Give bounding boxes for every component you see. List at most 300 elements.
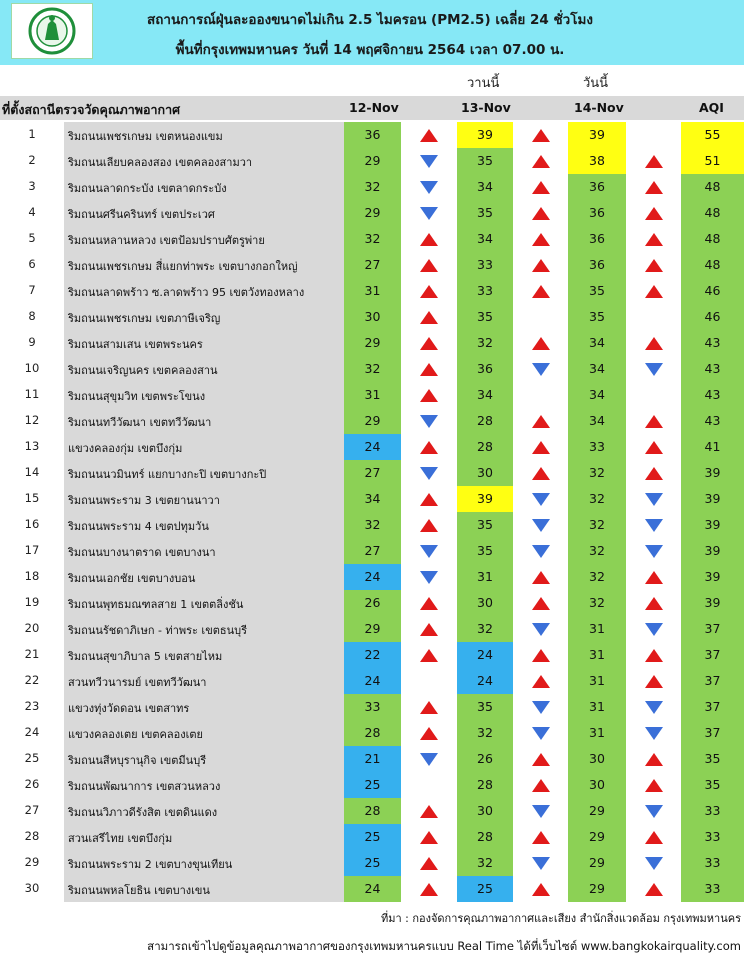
station-number: 8 (28, 309, 36, 323)
pm25-12nov: 31 (344, 382, 401, 408)
pm25-14nov: 32 (568, 460, 626, 486)
trend-up-icon (420, 831, 438, 844)
station-location-cell (64, 226, 344, 252)
station-location-cell (64, 148, 344, 174)
aqi-value: 37 (681, 616, 744, 642)
station-location: แขวงคลองกุ่ม เขตบึงกุ่ม (68, 442, 183, 455)
station-location: ริมถนนเจริญนคร เขตคลองสาน (68, 364, 218, 377)
pm25-12nov: 29 (344, 330, 401, 356)
trend-down-icon (532, 805, 550, 818)
trend-up-icon (532, 207, 550, 220)
station-location: ริมถนนพระราม 2 เขตบางขุนเทียน (68, 858, 233, 871)
station-number: 24 (24, 725, 40, 739)
pm25-13nov: 33 (457, 278, 513, 304)
column-12-nov: 12-Nov (349, 100, 399, 115)
aqi-value: 37 (681, 720, 744, 746)
pm25-13nov: 24 (457, 668, 513, 694)
pm25-13nov: 35 (457, 694, 513, 720)
aqi-value: 37 (681, 642, 744, 668)
station-number: 28 (24, 829, 40, 843)
station-number: 18 (24, 569, 40, 583)
trend-down-icon (532, 363, 550, 376)
trend-up-icon (532, 337, 550, 350)
trend-up-icon (532, 415, 550, 428)
station-location: ริมถนนลาดกระบัง เขตลาดกระบัง (68, 182, 227, 195)
table-row (0, 460, 744, 486)
trend-up-icon (532, 597, 550, 610)
station-number: 1 (28, 127, 36, 141)
station-number: 27 (24, 803, 40, 817)
trend-down-icon (645, 701, 663, 714)
pm25-13nov: 39 (457, 486, 513, 512)
pm25-14nov: 38 (568, 148, 626, 174)
pm25-13nov: 39 (457, 122, 513, 148)
table-row (0, 304, 744, 330)
aqi-value: 39 (681, 486, 744, 512)
station-location: แขวงทุ่งวัดดอน เขตสาทร (68, 702, 190, 715)
trend-up-icon (645, 649, 663, 662)
pm25-14nov: 30 (568, 772, 626, 798)
column-location: ที่ตั้งสถานีตรวจวัดคุณภาพอากาศ (2, 102, 181, 117)
table-row (0, 200, 744, 226)
station-location-cell (64, 538, 344, 564)
station-number: 30 (24, 881, 40, 895)
pm25-13nov: 32 (457, 850, 513, 876)
pm25-14nov: 32 (568, 590, 626, 616)
pm25-13nov: 33 (457, 252, 513, 278)
trend-down-icon (420, 545, 438, 558)
trend-down-icon (532, 623, 550, 636)
station-number: 14 (24, 465, 40, 479)
trend-up-icon (420, 623, 438, 636)
station-location-cell (64, 122, 344, 148)
aqi-value: 51 (681, 148, 744, 174)
pm25-13nov: 30 (457, 590, 513, 616)
trend-down-icon (532, 701, 550, 714)
sublabel-today: วันนี้ (583, 76, 609, 91)
aqi-value: 33 (681, 850, 744, 876)
pm25-12nov: 25 (344, 772, 401, 798)
station-location: ริมถนนพหลโยธิน เขตบางเขน (68, 884, 210, 897)
trend-up-icon (532, 779, 550, 792)
station-location: ริมถนนวิภาวดีรังสิต เขตดินแดง (68, 806, 218, 819)
station-number: 6 (28, 257, 36, 271)
station-location: ริมถนนพระราม 4 เขตปทุมวัน (68, 520, 209, 533)
pm25-14nov: 29 (568, 798, 626, 824)
aqi-value: 39 (681, 564, 744, 590)
trend-down-icon (645, 623, 663, 636)
pm25-12nov: 25 (344, 850, 401, 876)
pm25-12nov: 29 (344, 408, 401, 434)
station-location-cell (64, 252, 344, 278)
trend-up-icon (645, 181, 663, 194)
table-row (0, 616, 744, 642)
trend-down-icon (420, 467, 438, 480)
aqi-value: 33 (681, 798, 744, 824)
table-row (0, 798, 744, 824)
trend-up-icon (645, 597, 663, 610)
pm25-13nov: 36 (457, 356, 513, 382)
trend-up-icon (645, 233, 663, 246)
aqi-value: 41 (681, 434, 744, 460)
trend-up-icon (532, 259, 550, 272)
station-location-cell (64, 590, 344, 616)
trend-down-icon (645, 857, 663, 870)
station-location: ริมถนนเพชรเกษม เขตหนองแขม (68, 130, 223, 143)
trend-up-icon (532, 233, 550, 246)
trend-up-icon (420, 259, 438, 272)
pm25-13nov: 28 (457, 408, 513, 434)
aqi-value: 33 (681, 824, 744, 850)
trend-up-icon (532, 675, 550, 688)
station-number: 2 (28, 153, 36, 167)
table-row (0, 694, 744, 720)
pm25-14nov: 29 (568, 850, 626, 876)
pm25-13nov: 35 (457, 512, 513, 538)
pm25-14nov: 36 (568, 200, 626, 226)
aqi-value: 33 (681, 876, 744, 902)
table-row (0, 434, 744, 460)
trend-up-icon (645, 753, 663, 766)
station-location: ริมถนนพัฒนาการ เขตสวนหลวง (68, 780, 221, 793)
trend-up-icon (532, 649, 550, 662)
seal-icon (12, 4, 92, 58)
table-row (0, 512, 744, 538)
source-note: ที่มา : กองจัดการคุณภาพอากาศและเสียง สำนักสิ่งแวดล้อม กรุงเทพมหานคร (380, 912, 741, 925)
station-number: 13 (24, 439, 40, 453)
realtime-note: สามารถเข้าไปดูข้อมูลคุณภาพอากาศของกรุงเทพมหานครแบบ Real Time ได้ที่เว็บไซต์ www.bangkokairquality.com (147, 939, 741, 953)
aqi-value: 39 (681, 460, 744, 486)
station-number: 22 (24, 673, 40, 687)
station-location: ริมถนนบางนาตราด เขตบางนา (68, 546, 216, 559)
trend-up-icon (645, 441, 663, 454)
table-row (0, 148, 744, 174)
table-row (0, 356, 744, 382)
table-row (0, 252, 744, 278)
station-location-cell (64, 850, 344, 876)
station-location-cell (64, 616, 344, 642)
trend-up-icon (532, 129, 550, 142)
aqi-value: 55 (681, 122, 744, 148)
pm25-12nov: 25 (344, 824, 401, 850)
station-number: 15 (24, 491, 40, 505)
trend-up-icon (645, 155, 663, 168)
pm25-12nov: 29 (344, 200, 401, 226)
station-location-cell (64, 746, 344, 772)
aqi-value: 35 (681, 746, 744, 772)
title-line-2: พื้นที่กรุงเทพมหานคร วันที่ 14 พฤศจิกายน 2564 เวลา 07.00 น. (175, 42, 565, 58)
station-number: 3 (28, 179, 36, 193)
table-row (0, 226, 744, 252)
pm25-12nov: 27 (344, 460, 401, 486)
station-location-cell (64, 642, 344, 668)
pm25-12nov: 27 (344, 252, 401, 278)
aqi-value: 48 (681, 226, 744, 252)
station-number: 12 (24, 413, 40, 427)
station-location: ริมถนนเพชรเกษม เขตภาษีเจริญ (68, 312, 221, 325)
pm25-12nov: 28 (344, 720, 401, 746)
trend-up-icon (420, 285, 438, 298)
trend-up-icon (420, 727, 438, 740)
table-row (0, 122, 744, 148)
station-location-cell (64, 200, 344, 226)
table-row (0, 408, 744, 434)
trend-down-icon (420, 155, 438, 168)
trend-down-icon (420, 571, 438, 584)
station-number: 9 (28, 335, 36, 349)
station-number: 29 (24, 855, 40, 869)
station-number: 4 (28, 205, 36, 219)
trend-down-icon (645, 519, 663, 532)
pm25-12nov: 32 (344, 512, 401, 538)
pm25-13nov: 32 (457, 330, 513, 356)
station-location-cell (64, 330, 344, 356)
station-location-cell (64, 564, 344, 590)
pm25-13nov: 28 (457, 824, 513, 850)
station-number: 26 (24, 777, 40, 791)
aqi-value: 43 (681, 356, 744, 382)
title-line-1: สถานการณ์ฝุ่นละอองขนาดไม่เกิน 2.5 ไมครอน (PM2.5) เฉลี่ย 24 ชั่วโมง (146, 12, 593, 28)
aqi-value: 37 (681, 668, 744, 694)
station-location: ริมถนนหลานหลวง เขตป้อมปราบศัตรูพ่าย (68, 234, 265, 247)
station-location-cell (64, 382, 344, 408)
pm25-12nov: 34 (344, 486, 401, 512)
pm25-14nov: 33 (568, 434, 626, 460)
station-location-cell (64, 460, 344, 486)
table-row (0, 850, 744, 876)
station-number: 19 (24, 595, 40, 609)
aqi-value: 48 (681, 200, 744, 226)
trend-up-icon (532, 831, 550, 844)
column-aqi: AQI (699, 100, 724, 115)
station-location: ริมถนนทวีวัฒนา เขตทวีวัฒนา (68, 416, 212, 429)
aqi-value: 43 (681, 330, 744, 356)
pm25-12nov: 32 (344, 226, 401, 252)
station-location: ริมถนนลาดพร้าว ซ.ลาดพร้าว 95 เขตวังทองหลาง (68, 286, 305, 299)
station-location-cell (64, 278, 344, 304)
station-number: 16 (24, 517, 40, 531)
pm25-13nov: 24 (457, 642, 513, 668)
station-location: ริมถนนรัชดาภิเษก - ท่าพระ เขตธนบุรี (68, 624, 247, 637)
trend-down-icon (532, 857, 550, 870)
pm25-13nov: 32 (457, 720, 513, 746)
pm25-12nov: 26 (344, 590, 401, 616)
pm25-13nov: 30 (457, 460, 513, 486)
trend-up-icon (532, 285, 550, 298)
pm25-12nov: 33 (344, 694, 401, 720)
column-13-nov: 13-Nov (461, 100, 511, 115)
title-banner (0, 0, 744, 65)
station-location-cell (64, 486, 344, 512)
station-location: ริมถนนสุขาภิบาล 5 เขตสายไหม (68, 650, 223, 663)
pm25-13nov: 32 (457, 616, 513, 642)
pm25-14nov: 34 (568, 356, 626, 382)
trend-up-icon (420, 493, 438, 506)
station-location: ริมถนนสุขุมวิท เขตพระโขนง (68, 390, 206, 403)
pm25-12nov: 29 (344, 616, 401, 642)
station-location: ริมถนนพระราม 3 เขตยานนาวา (68, 494, 220, 507)
trend-up-icon (420, 805, 438, 818)
station-location: ริมถนนเพชรเกษม สี่แยกท่าพระ เขตบางกอกใหญ่ (68, 260, 298, 273)
station-number: 7 (28, 283, 36, 297)
pm25-13nov: 35 (457, 538, 513, 564)
aqi-value: 46 (681, 304, 744, 330)
trend-down-icon (645, 545, 663, 558)
station-location-cell (64, 304, 344, 330)
pm25-12nov: 24 (344, 434, 401, 460)
pm25-13nov: 28 (457, 772, 513, 798)
trend-up-icon (420, 883, 438, 896)
pm25-13nov: 34 (457, 226, 513, 252)
trend-down-icon (420, 753, 438, 766)
pm25-12nov: 32 (344, 174, 401, 200)
station-location-cell (64, 694, 344, 720)
trend-up-icon (645, 337, 663, 350)
aqi-value: 39 (681, 512, 744, 538)
table-row (0, 746, 744, 772)
pm25-14nov: 34 (568, 330, 626, 356)
pm25-14nov: 29 (568, 876, 626, 902)
trend-up-icon (645, 259, 663, 272)
pm25-12nov: 24 (344, 564, 401, 590)
pm25-14nov: 31 (568, 720, 626, 746)
bangkok-seal-logo (11, 3, 93, 59)
column-14-nov: 14-Nov (574, 100, 624, 115)
station-number: 17 (24, 543, 40, 557)
table-row (0, 876, 744, 902)
trend-up-icon (532, 571, 550, 584)
pm25-12nov: 36 (344, 122, 401, 148)
pm25-14nov: 36 (568, 252, 626, 278)
station-number: 5 (28, 231, 36, 245)
aqi-value: 39 (681, 590, 744, 616)
station-number: 23 (24, 699, 40, 713)
pm25-12nov: 22 (344, 642, 401, 668)
station-location: ริมถนนนวมินทร์ แยกบางกะปิ เขตบางกะปิ (68, 468, 267, 481)
station-location-cell (64, 824, 344, 850)
trend-down-icon (645, 363, 663, 376)
table-row (0, 590, 744, 616)
pm25-14nov: 35 (568, 278, 626, 304)
pm25-12nov: 31 (344, 278, 401, 304)
station-number: 20 (24, 621, 40, 635)
aqi-value: 39 (681, 538, 744, 564)
trend-up-icon (532, 155, 550, 168)
pm25-14nov: 35 (568, 304, 626, 330)
pm25-14nov: 30 (568, 746, 626, 772)
pm25-13nov: 35 (457, 148, 513, 174)
pm25-12nov: 21 (344, 746, 401, 772)
station-location: สวนเสรีไทย เขตบึงกุ่ม (68, 832, 173, 845)
pm25-14nov: 29 (568, 824, 626, 850)
pm25-12nov: 28 (344, 798, 401, 824)
pm25-14nov: 36 (568, 174, 626, 200)
pm25-14nov: 32 (568, 486, 626, 512)
trend-up-icon (645, 831, 663, 844)
station-location: สวนทวีวนารมย์ เขตทวีวัฒนา (68, 676, 207, 689)
table-row (0, 382, 744, 408)
station-location-cell (64, 408, 344, 434)
trend-up-icon (420, 129, 438, 142)
trend-up-icon (420, 701, 438, 714)
station-number: 25 (24, 751, 40, 765)
trend-down-icon (645, 493, 663, 506)
pm25-14nov: 31 (568, 616, 626, 642)
trend-up-icon (532, 181, 550, 194)
station-location: ริมถนนสีหบุรานุกิจ เขตมีนบุรี (68, 754, 207, 767)
trend-up-icon (645, 883, 663, 896)
trend-up-icon (532, 883, 550, 896)
station-number: 21 (24, 647, 40, 661)
pm25-12nov: 32 (344, 356, 401, 382)
trend-down-icon (420, 415, 438, 428)
station-location-cell (64, 512, 344, 538)
trend-down-icon (532, 727, 550, 740)
station-location: ริมถนนเลียบคลองสอง เขตคลองสามวา (68, 156, 253, 169)
pm25-12nov: 24 (344, 668, 401, 694)
pm25-14nov: 31 (568, 694, 626, 720)
table-row (0, 564, 744, 590)
table-row (0, 330, 744, 356)
trend-up-icon (420, 857, 438, 870)
table-row (0, 486, 744, 512)
trend-down-icon (532, 519, 550, 532)
trend-up-icon (420, 311, 438, 324)
pm25-14nov: 34 (568, 382, 626, 408)
aqi-value: 48 (681, 174, 744, 200)
trend-up-icon (532, 441, 550, 454)
pm25-14nov: 34 (568, 408, 626, 434)
pm25-12nov: 30 (344, 304, 401, 330)
sublabel-yesterday: วานนี้ (467, 76, 500, 91)
pm25-13nov: 34 (457, 174, 513, 200)
table-row (0, 668, 744, 694)
station-location: แขวงคลองเตย เขตคลองเตย (68, 728, 203, 741)
trend-down-icon (645, 805, 663, 818)
table-row (0, 642, 744, 668)
trend-down-icon (645, 727, 663, 740)
aqi-value: 43 (681, 382, 744, 408)
trend-up-icon (645, 467, 663, 480)
trend-up-icon (645, 285, 663, 298)
trend-up-icon (420, 233, 438, 246)
table-row (0, 538, 744, 564)
trend-up-icon (645, 779, 663, 792)
station-location-cell (64, 772, 344, 798)
trend-up-icon (420, 363, 438, 376)
pm25-13nov: 28 (457, 434, 513, 460)
trend-up-icon (420, 519, 438, 532)
pm25-14nov: 31 (568, 642, 626, 668)
trend-up-icon (420, 597, 438, 610)
trend-up-icon (420, 389, 438, 402)
trend-up-icon (645, 675, 663, 688)
station-location-cell (64, 798, 344, 824)
table-header (0, 96, 744, 120)
table-row (0, 720, 744, 746)
aqi-value: 37 (681, 694, 744, 720)
pm25-14nov: 36 (568, 226, 626, 252)
trend-down-icon (420, 207, 438, 220)
trend-up-icon (420, 337, 438, 350)
station-location: ริมถนนศรีนครินทร์ เขตประเวศ (68, 208, 215, 221)
trend-down-icon (420, 181, 438, 194)
station-location: ริมถนนสามเสน เขตพระนคร (68, 338, 203, 351)
pm25-14nov: 32 (568, 538, 626, 564)
pm25-14nov: 32 (568, 512, 626, 538)
pm25-13nov: 30 (457, 798, 513, 824)
trend-up-icon (532, 467, 550, 480)
